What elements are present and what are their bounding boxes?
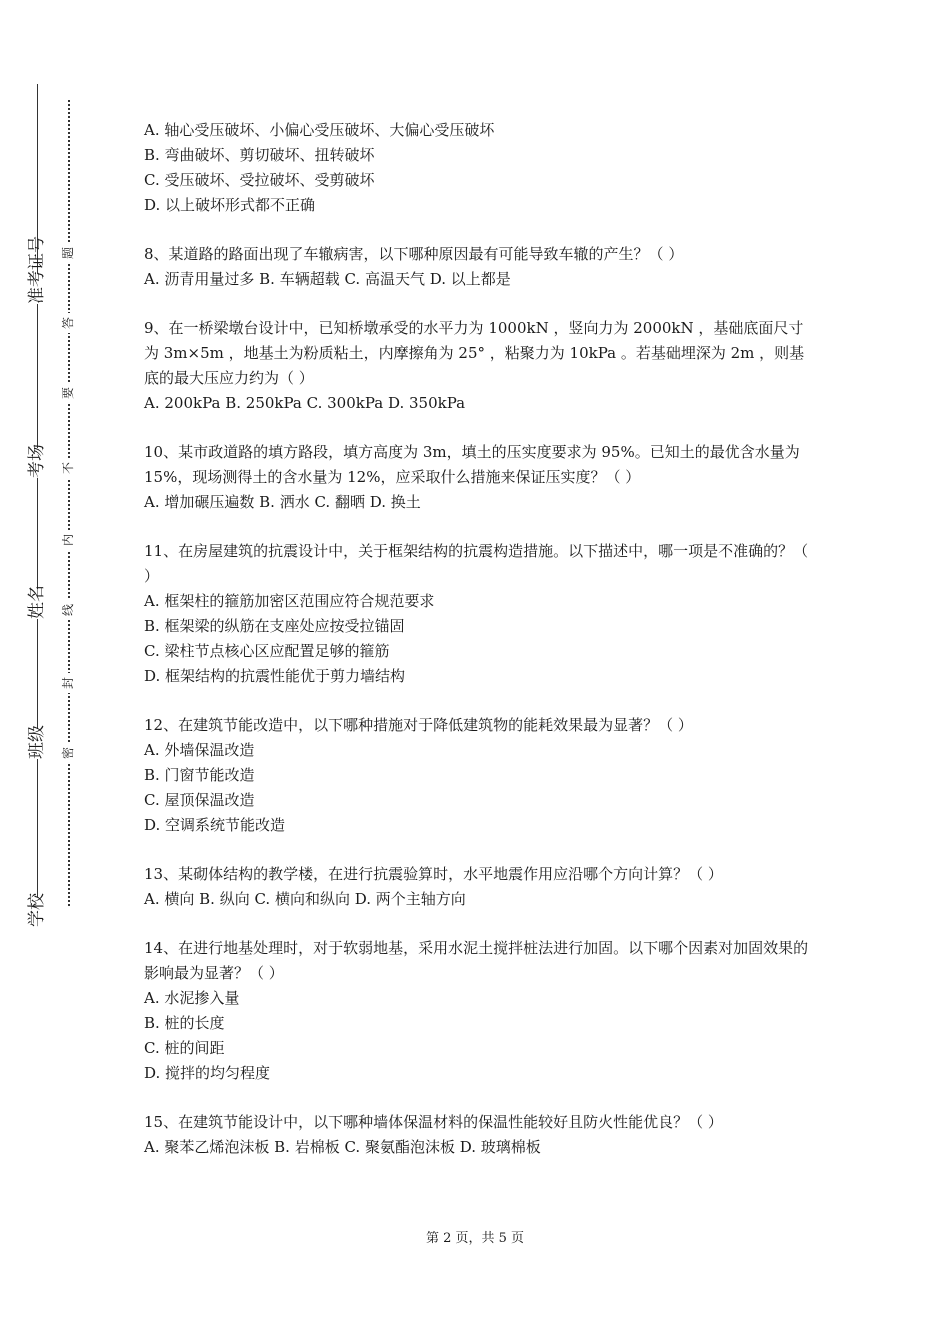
field-label-exam-room: 考场 (22, 448, 52, 478)
options-line: A. 聚苯乙烯泡沫板 B. 岩棉板 C. 聚氨酯泡沫板 D. 玻璃棉板 (144, 1138, 541, 1156)
option-d: D. 空调系统节能改造 (144, 816, 286, 834)
options-line: A. 200kPa B. 250kPa C. 300kPa D. 350kPa (144, 394, 466, 412)
question-12 (144, 713, 812, 838)
question-stem: 11、在房屋建筑的抗震设计中，关于框架结构的抗震构造措施。以下描述中，哪一项是不准确的？（ ） (144, 542, 809, 585)
option-b: B. 门窗节能改造 (144, 766, 255, 784)
page-number: 第 2 页，共 5 页 (425, 1231, 525, 1246)
question-10 (144, 440, 812, 515)
question-stem: 13、某砌体结构的教学楼，在进行抗震验算时，水平地震作用应沿哪个方向计算？（ ） (144, 865, 723, 883)
options-line: A. 增加碾压遍数 B. 洒水 C. 翻晒 D. 换土 (144, 493, 421, 511)
seal-char: 密 (58, 743, 78, 763)
option-a: A. 水泥掺入量 (144, 989, 240, 1007)
seal-char: 题 (58, 243, 78, 263)
option-a: A. 轴心受压破坏、小偏心受压破坏、大偏心受压破坏 (144, 121, 495, 139)
option-d: D. 以上破坏形式都不正确 (144, 196, 316, 214)
question-stem: 15、在建筑节能设计中，以下哪种墙体保温材料的保温性能较好且防火性能优良？（ ） (144, 1113, 723, 1131)
question-stem: 9、在一桥梁墩台设计中，已知桥墩承受的水平力为 1000kN ，竖向力为 2000kN ，基础底面尺寸为 3m×5m ，地基土为粉质粘土，内摩擦角为 25° ，粘聚力为 10kPa 。若基础埋深为 2m ，则基底的最大压应力约为（ ） (144, 319, 805, 387)
options-line: A. 沥青用量过多 B. 车辆超载 C. 高温天气 D. 以上都是 (144, 270, 511, 288)
option-b: B. 桩的长度 (144, 1014, 225, 1032)
margin-solid-line (37, 84, 38, 924)
margin-dotted-line (68, 100, 70, 906)
field-label-exam-number: 准考证号 (22, 274, 52, 304)
field-label-school: 学校 (22, 897, 52, 927)
question-15 (144, 1110, 812, 1160)
option-b: B. 框架梁的纵筋在支座处应按受拉锚固 (144, 617, 405, 635)
seal-char: 不 (58, 458, 78, 478)
question-9 (144, 316, 812, 416)
field-label-class: 班级 (22, 729, 52, 759)
seal-char: 答 (58, 313, 78, 333)
question-14 (144, 936, 812, 1086)
question-11 (144, 539, 812, 689)
option-c: C. 屋顶保温改造 (144, 791, 255, 809)
option-b: B. 弯曲破坏、剪切破坏、扭转破坏 (144, 146, 375, 164)
question-stem: 12、在建筑节能改造中，以下哪种措施对于降低建筑物的能耗效果最为显著？（ ） (144, 716, 693, 734)
option-d: D. 框架结构的抗震性能优于剪力墙结构 (144, 667, 406, 685)
question-list (144, 118, 812, 1184)
question-stem: 8、某道路的路面出现了车辙病害，以下哪种原因最有可能导致车辙的产生？（ ） (144, 245, 684, 263)
question-stem: 10、某市政道路的填方路段，填方高度为 3m，填土的压实度要求为 95%。已知土的最优含水量为 15%，现场测得土的含水量为 12%，应采取什么措施来保证压实度？（ ） (144, 443, 800, 486)
field-label-name: 姓名 (22, 589, 52, 619)
question-8 (144, 242, 812, 292)
option-a: A. 外墙保温改造 (144, 741, 255, 759)
option-c: C. 受压破坏、受拉破坏、受剪破坏 (144, 171, 375, 189)
option-c: C. 梁柱节点核心区应配置足够的箍筋 (144, 642, 390, 660)
option-d: D. 搅拌的均匀程度 (144, 1064, 271, 1082)
option-c: C. 桩的间距 (144, 1039, 225, 1057)
options-line: A. 横向 B. 纵向 C. 横向和纵向 D. 两个主轴方向 (144, 890, 466, 908)
seal-char: 封 (58, 673, 78, 693)
seal-char: 线 (58, 600, 78, 620)
seal-char: 要 (58, 383, 78, 403)
question-7-continued (144, 118, 812, 218)
question-stem: 14、在进行地基处理时，对于软弱地基，采用水泥土搅拌桩法进行加固。以下哪个因素对加固效果的影响最为显著？（ ） (144, 939, 809, 982)
seal-char: 内 (58, 530, 78, 550)
option-a: A. 框架柱的箍筋加密区范围应符合规范要求 (144, 592, 435, 610)
question-13 (144, 862, 812, 912)
